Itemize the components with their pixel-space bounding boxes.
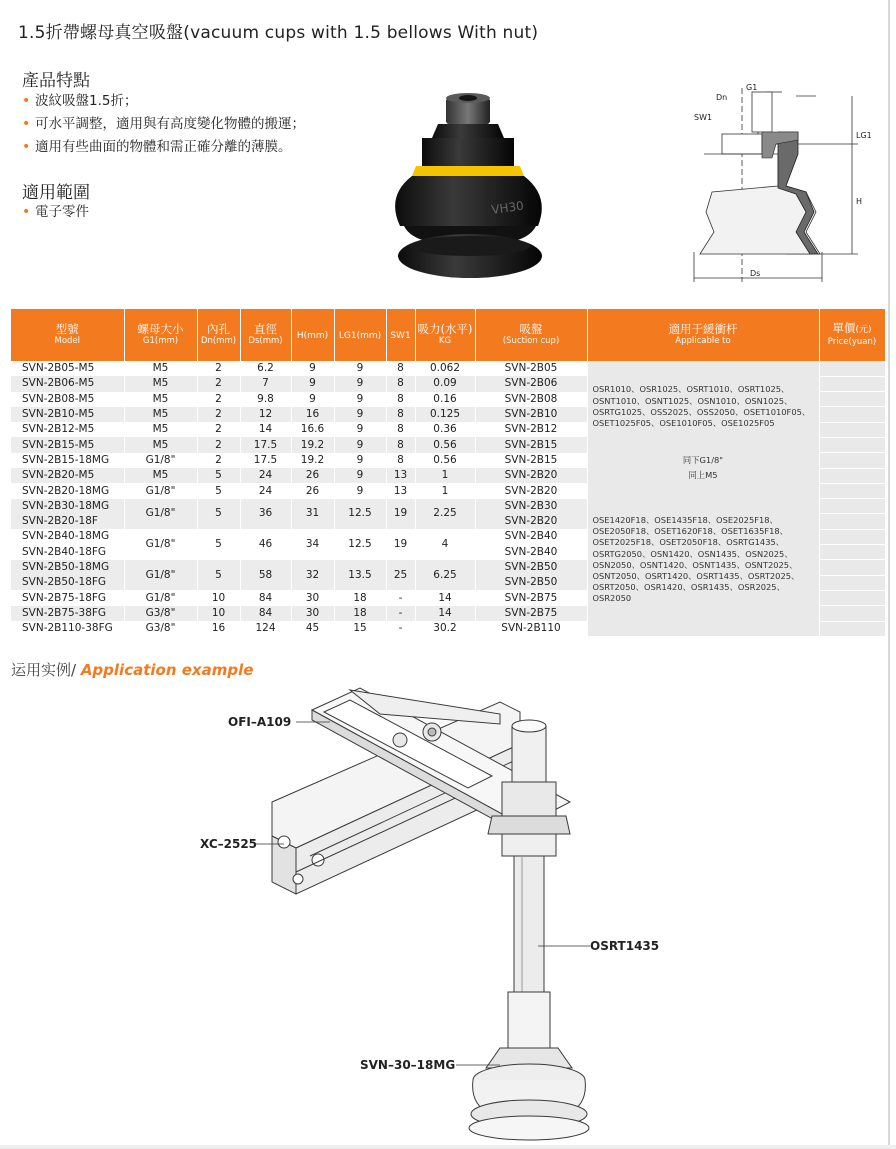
cell-price bbox=[819, 422, 885, 437]
cell-price bbox=[819, 392, 885, 407]
cell-kg: 0.56 bbox=[415, 453, 475, 468]
col-h: H(mm) bbox=[291, 309, 334, 361]
cell-dn: 2 bbox=[197, 361, 240, 376]
cell-applicable-note: 同下G1/8" bbox=[587, 453, 819, 468]
cell-model: SVN-2B05-M5 bbox=[11, 361, 124, 376]
callout-profile: XC–2525 bbox=[200, 837, 258, 851]
cell-lg1: 13.5 bbox=[334, 560, 386, 591]
cell-lg1: 9 bbox=[334, 468, 386, 483]
list-item: • 波紋吸盤1.5折； bbox=[22, 90, 305, 113]
cell-kg: 0.062 bbox=[415, 361, 475, 376]
cell-price bbox=[819, 468, 885, 483]
cell-h: 9 bbox=[291, 392, 334, 407]
cell-price bbox=[819, 453, 885, 468]
cell-price bbox=[819, 437, 885, 452]
cell-sw1: 8 bbox=[386, 392, 415, 407]
application-illustration bbox=[200, 684, 670, 1144]
cell-ds: 24 bbox=[240, 468, 291, 483]
cell-sw1: - bbox=[386, 606, 415, 621]
label-sw1: SW1 bbox=[694, 113, 713, 122]
cell-cup: SVN-2B30 bbox=[475, 499, 587, 514]
cell-lg1: 9 bbox=[334, 437, 386, 452]
cell-cup: SVN-2B08 bbox=[475, 392, 587, 407]
cell-h: 34 bbox=[291, 529, 334, 560]
cell-sw1: 8 bbox=[386, 376, 415, 391]
cell-dn: 5 bbox=[197, 499, 240, 530]
cell-price bbox=[819, 529, 885, 544]
cell-sw1: 19 bbox=[386, 529, 415, 560]
list-item: • 可水平調整，適用與有高度變化物體的搬運； bbox=[22, 113, 305, 136]
cell-kg: 0.125 bbox=[415, 407, 475, 422]
cell-model: SVN-2B06-M5 bbox=[11, 376, 124, 391]
cell-model: SVN-2B15-M5 bbox=[11, 437, 124, 452]
cell-h: 32 bbox=[291, 560, 334, 591]
cell-dn: 5 bbox=[197, 560, 240, 591]
cell-g1: G1/8" bbox=[124, 483, 197, 498]
cell-sw1: 25 bbox=[386, 560, 415, 591]
cell-h: 26 bbox=[291, 483, 334, 498]
cell-price bbox=[819, 560, 885, 575]
cell-price bbox=[819, 606, 885, 621]
page-border bbox=[888, 0, 890, 1149]
cell-cup: SVN-2B20 bbox=[475, 468, 587, 483]
cell-model: SVN-2B12-M5 bbox=[11, 422, 124, 437]
cell-dn: 5 bbox=[197, 483, 240, 498]
cell-price bbox=[819, 499, 885, 514]
cell-sw1: 8 bbox=[386, 437, 415, 452]
cell-price bbox=[819, 407, 885, 422]
cell-sw1: - bbox=[386, 621, 415, 636]
cell-sw1: 8 bbox=[386, 407, 415, 422]
cell-ds: 6.2 bbox=[240, 361, 291, 376]
cell-h: 9 bbox=[291, 361, 334, 376]
cell-cup: SVN-2B50 bbox=[475, 560, 587, 575]
cell-cup: SVN-2B06 bbox=[475, 376, 587, 391]
cell-model: SVN-2B75-18FG bbox=[11, 590, 124, 605]
cell-lg1: 9 bbox=[334, 407, 386, 422]
cell-applicable-note: 同上M5 bbox=[587, 468, 819, 483]
cell-lg1: 12.5 bbox=[334, 499, 386, 530]
cell-ds: 124 bbox=[240, 621, 291, 636]
cell-applicable-group2: OSE1420F18、OSE1435F18、OSE2025F18、OSE2050F18、OSET1620F18、OSET1635F18、OSET2025F18、OSET2050F18、OSRTG1435、OSRTG2050、OSN1420、OSN1435、OSN2025、OSN2050、OSNT1420、OSNT1435、OSNT2025、OSNT2050、OSRT1420、OSRT1435、OSRT2025、OSRT2050、OSR1420、OSR1435、OSR2025、OSR2050 bbox=[587, 483, 819, 636]
cell-lg1: 9 bbox=[334, 483, 386, 498]
cell-price bbox=[819, 590, 885, 605]
cell-ds: 84 bbox=[240, 590, 291, 605]
cell-h: 19.2 bbox=[291, 437, 334, 452]
col-thread: 螺母大小 G1(mm) bbox=[124, 309, 197, 361]
cell-price bbox=[819, 361, 885, 376]
cell-lg1: 12.5 bbox=[334, 529, 386, 560]
callout-buffer: OSRT1435 bbox=[590, 939, 660, 953]
cell-lg1: 18 bbox=[334, 606, 386, 621]
cup-band bbox=[412, 166, 524, 176]
cell-kg: 0.56 bbox=[415, 437, 475, 452]
cell-ds: 46 bbox=[240, 529, 291, 560]
cell-kg: 1 bbox=[415, 468, 475, 483]
cell-sw1: 13 bbox=[386, 468, 415, 483]
cell-cup: SVN-2B75 bbox=[475, 606, 587, 621]
cell-kg: 0.36 bbox=[415, 422, 475, 437]
cell-model: SVN-2B20-18F bbox=[11, 514, 124, 529]
cell-dn: 2 bbox=[197, 437, 240, 452]
cell-dn: 10 bbox=[197, 606, 240, 621]
col-lg1: LG1(mm) bbox=[334, 309, 386, 361]
cell-price bbox=[819, 483, 885, 498]
cell-price bbox=[819, 514, 885, 529]
dimension-drawing bbox=[686, 82, 872, 290]
cell-g1: G3/8" bbox=[124, 621, 197, 636]
cell-dn: 2 bbox=[197, 453, 240, 468]
callout-cup: SVN–30–18MG bbox=[360, 1058, 456, 1072]
cell-lg1: 9 bbox=[334, 361, 386, 376]
cell-sw1: 8 bbox=[386, 422, 415, 437]
col-force: 吸力(水平) KG bbox=[415, 309, 475, 361]
cell-h: 26 bbox=[291, 468, 334, 483]
cell-g1: M5 bbox=[124, 468, 197, 483]
cell-cup: SVN-2B20 bbox=[475, 483, 587, 498]
cell-dn: 2 bbox=[197, 376, 240, 391]
cell-dn: 5 bbox=[197, 529, 240, 560]
applications-heading: 適用範圍 bbox=[22, 183, 90, 203]
cell-cup: SVN-2B75 bbox=[475, 590, 587, 605]
cell-cup: SVN-2B15 bbox=[475, 437, 587, 452]
table-row bbox=[11, 468, 885, 483]
cell-ds: 24 bbox=[240, 483, 291, 498]
cell-kg: 6.25 bbox=[415, 560, 475, 591]
cell-ds: 84 bbox=[240, 606, 291, 621]
cell-sw1: 8 bbox=[386, 361, 415, 376]
cell-g1: M5 bbox=[124, 407, 197, 422]
cell-applicable-group1: OSR1010、OSR1025、OSRT1010、OSRT1025、OSNT1010、OSNT1025、OSN1010、OSN1025、OSRTG1025、OSS2025、OSS2050、OSET1010F05、OSET1025F05、OSE1010F05、OSE1025F05 bbox=[587, 361, 819, 453]
cell-h: 30 bbox=[291, 606, 334, 621]
cell-sw1: 8 bbox=[386, 453, 415, 468]
col-ds: 直徑 Ds(mm) bbox=[240, 309, 291, 361]
cell-g1: M5 bbox=[124, 376, 197, 391]
cell-model: SVN-2B08-M5 bbox=[11, 392, 124, 407]
cell-sw1: - bbox=[386, 590, 415, 605]
cell-h: 31 bbox=[291, 499, 334, 530]
cell-ds: 12 bbox=[240, 407, 291, 422]
cell-model: SVN-2B15-18MG bbox=[11, 453, 124, 468]
cell-dn: 10 bbox=[197, 590, 240, 605]
cell-g1: G1/8" bbox=[124, 499, 197, 530]
cell-model: SVN-2B40-18MG bbox=[11, 529, 124, 544]
cell-sw1: 19 bbox=[386, 499, 415, 530]
cell-model: SVN-2B10-M5 bbox=[11, 407, 124, 422]
cell-lg1: 9 bbox=[334, 376, 386, 391]
cell-kg: 0.09 bbox=[415, 376, 475, 391]
cell-kg: 14 bbox=[415, 606, 475, 621]
application-heading-en: Application example bbox=[80, 661, 254, 679]
cell-price bbox=[819, 376, 885, 391]
cell-h: 30 bbox=[291, 590, 334, 605]
col-sw1: SW1 bbox=[386, 309, 415, 361]
cell-model: SVN-2B30-18MG bbox=[11, 499, 124, 514]
features-heading: 產品特點 bbox=[22, 71, 90, 91]
table-row bbox=[11, 483, 885, 498]
page-title: 1.5折帶螺母真空吸盤(vacuum cups with 1.5 bellows With nut) bbox=[18, 23, 539, 43]
cell-h: 19.2 bbox=[291, 453, 334, 468]
list-item: • 適用有些曲面的物體和需正確分離的薄膜。 bbox=[22, 136, 305, 159]
cell-dn: 5 bbox=[197, 468, 240, 483]
cell-g1: G1/8" bbox=[124, 590, 197, 605]
cell-dn: 2 bbox=[197, 392, 240, 407]
cell-kg: 4 bbox=[415, 529, 475, 560]
cell-kg: 30.2 bbox=[415, 621, 475, 636]
cell-cup: SVN-2B50 bbox=[475, 575, 587, 590]
cell-cup: SVN-2B12 bbox=[475, 422, 587, 437]
photo-label: VH30 bbox=[490, 198, 525, 217]
cell-g1: G1/8" bbox=[124, 560, 197, 591]
cell-model: SVN-2B110-38FG bbox=[11, 621, 124, 636]
cell-ds: 17.5 bbox=[240, 453, 291, 468]
cell-cup: SVN-2B15 bbox=[475, 453, 587, 468]
spec-table bbox=[11, 309, 886, 637]
cell-g1: G1/8" bbox=[124, 529, 197, 560]
cell-h: 16.6 bbox=[291, 422, 334, 437]
cell-lg1: 9 bbox=[334, 453, 386, 468]
table-row bbox=[11, 453, 885, 468]
label-dn: Dn bbox=[716, 93, 728, 102]
label-lg1: LG1 bbox=[856, 131, 872, 140]
cell-cup: SVN-2B05 bbox=[475, 361, 587, 376]
application-heading-cn: 运用实例/ bbox=[11, 661, 81, 679]
cell-g1: G3/8" bbox=[124, 606, 197, 621]
cell-lg1: 9 bbox=[334, 422, 386, 437]
cell-kg: 1 bbox=[415, 483, 475, 498]
cell-price bbox=[819, 545, 885, 560]
cell-g1: M5 bbox=[124, 361, 197, 376]
col-applicable: 適用于緩衝杆 Applicable to bbox=[587, 309, 819, 361]
cell-dn: 2 bbox=[197, 422, 240, 437]
cell-kg: 0.16 bbox=[415, 392, 475, 407]
cell-h: 16 bbox=[291, 407, 334, 422]
cell-lg1: 18 bbox=[334, 590, 386, 605]
cell-cup: SVN-2B40 bbox=[475, 545, 587, 560]
cell-price bbox=[819, 621, 885, 636]
col-cup: 吸盤 (Suction cup) bbox=[475, 309, 587, 361]
cell-g1: G1/8" bbox=[124, 453, 197, 468]
col-dn: 內孔 Dn(mm) bbox=[197, 309, 240, 361]
cell-model: SVN-2B75-38FG bbox=[11, 606, 124, 621]
cell-lg1: 9 bbox=[334, 392, 386, 407]
applications-list bbox=[22, 201, 89, 224]
cell-dn: 2 bbox=[197, 407, 240, 422]
cell-model: SVN-2B20-M5 bbox=[11, 468, 124, 483]
cell-lg1: 15 bbox=[334, 621, 386, 636]
cell-cup: SVN-2B20 bbox=[475, 514, 587, 529]
cell-model: SVN-2B40-18FG bbox=[11, 545, 124, 560]
cell-ds: 58 bbox=[240, 560, 291, 591]
list-item: • 電子零件 bbox=[22, 201, 89, 224]
cell-kg: 14 bbox=[415, 590, 475, 605]
cell-g1: M5 bbox=[124, 392, 197, 407]
cell-ds: 17.5 bbox=[240, 437, 291, 452]
cell-cup: SVN-2B10 bbox=[475, 407, 587, 422]
cell-ds: 36 bbox=[240, 499, 291, 530]
cell-sw1: 13 bbox=[386, 483, 415, 498]
label-g1: G1 bbox=[746, 83, 758, 92]
cell-dn: 16 bbox=[197, 621, 240, 636]
cell-h: 45 bbox=[291, 621, 334, 636]
cell-model: SVN-2B20-18MG bbox=[11, 483, 124, 498]
cell-g1: M5 bbox=[124, 437, 197, 452]
cell-cup: SVN-2B40 bbox=[475, 529, 587, 544]
cell-kg: 2.25 bbox=[415, 499, 475, 530]
cell-ds: 7 bbox=[240, 376, 291, 391]
cell-model: SVN-2B50-18MG bbox=[11, 560, 124, 575]
table-header-row bbox=[11, 309, 885, 361]
page-border-bottom bbox=[0, 1145, 896, 1149]
application-heading bbox=[11, 659, 253, 680]
col-model: 型號 Model bbox=[11, 309, 124, 361]
cell-model: SVN-2B50-18FG bbox=[11, 575, 124, 590]
cell-cup: SVN-2B110 bbox=[475, 621, 587, 636]
col-price: 單價(元) Price(yuan) bbox=[819, 309, 885, 361]
cell-ds: 9.8 bbox=[240, 392, 291, 407]
product-photo bbox=[380, 86, 560, 286]
callout-bracket: OFI–A109 bbox=[228, 715, 292, 729]
cell-g1: M5 bbox=[124, 422, 197, 437]
features-list bbox=[22, 90, 305, 159]
table-row bbox=[11, 361, 885, 376]
cell-h: 9 bbox=[291, 376, 334, 391]
cell-price bbox=[819, 575, 885, 590]
label-h: H bbox=[856, 197, 863, 206]
label-ds: Ds bbox=[750, 269, 761, 278]
cell-ds: 14 bbox=[240, 422, 291, 437]
